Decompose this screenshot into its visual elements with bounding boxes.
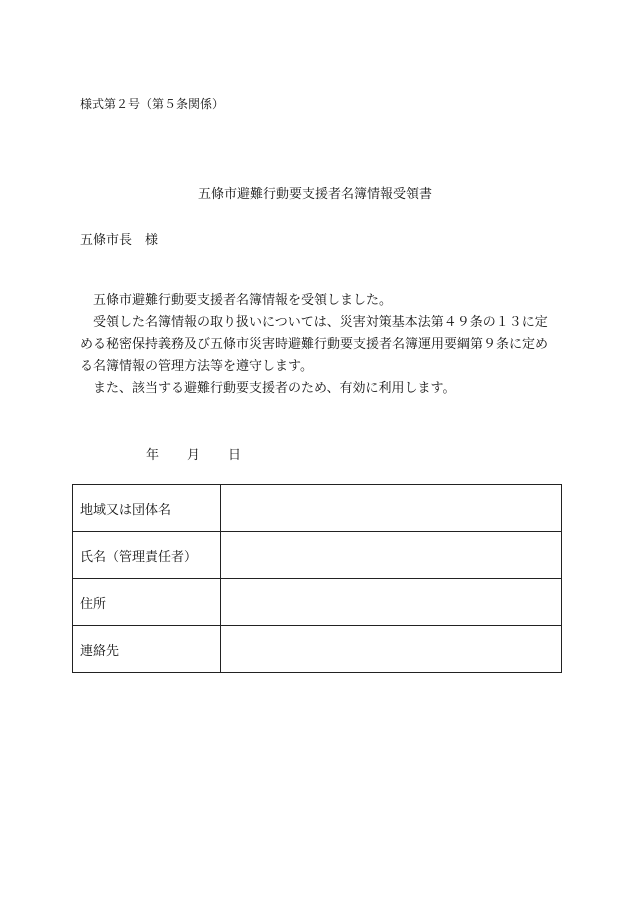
table-row: [73, 485, 562, 532]
body-text: [80, 290, 560, 400]
row-label-name: 氏名（管理責任者）: [73, 532, 221, 579]
info-table: [72, 484, 562, 673]
organization-field[interactable]: [221, 485, 562, 532]
name-field[interactable]: [221, 532, 562, 579]
paragraph-receipt: 五條市避難行動要支援者名簿情報を受領しました。: [93, 293, 393, 308]
row-label-organization: 地域又は団体名: [73, 485, 221, 532]
table-row: [73, 626, 562, 673]
year-label: 年: [146, 448, 160, 463]
day-label: 日: [228, 448, 242, 463]
address-field[interactable]: [221, 579, 562, 626]
row-label-contact: 連絡先: [73, 626, 221, 673]
paragraph-usage: また、該当する避難行動要支援者のため、有効に利用します。: [93, 381, 456, 396]
addressee: 五條市長 様: [80, 233, 159, 248]
contact-field[interactable]: [221, 626, 562, 673]
month-label: 月: [187, 448, 201, 463]
table-row: [73, 532, 562, 579]
form-number: 様式第２号（第５条関係）: [80, 97, 225, 111]
row-label-address: 住所: [73, 579, 221, 626]
paragraph-compliance: 受領した名簿情報の取り扱いについては、災害対策基本法第４９条の１３に定める秘密保持義務及び五條市災害時避難行動要支援者名簿運用要綱第９条に定める名簿情報の管理方法等を遵守します。: [80, 315, 549, 374]
date-line: [146, 444, 241, 463]
document-title: 五條市避難行動要支援者名簿情報受領書: [197, 187, 432, 202]
table-row: [73, 579, 562, 626]
